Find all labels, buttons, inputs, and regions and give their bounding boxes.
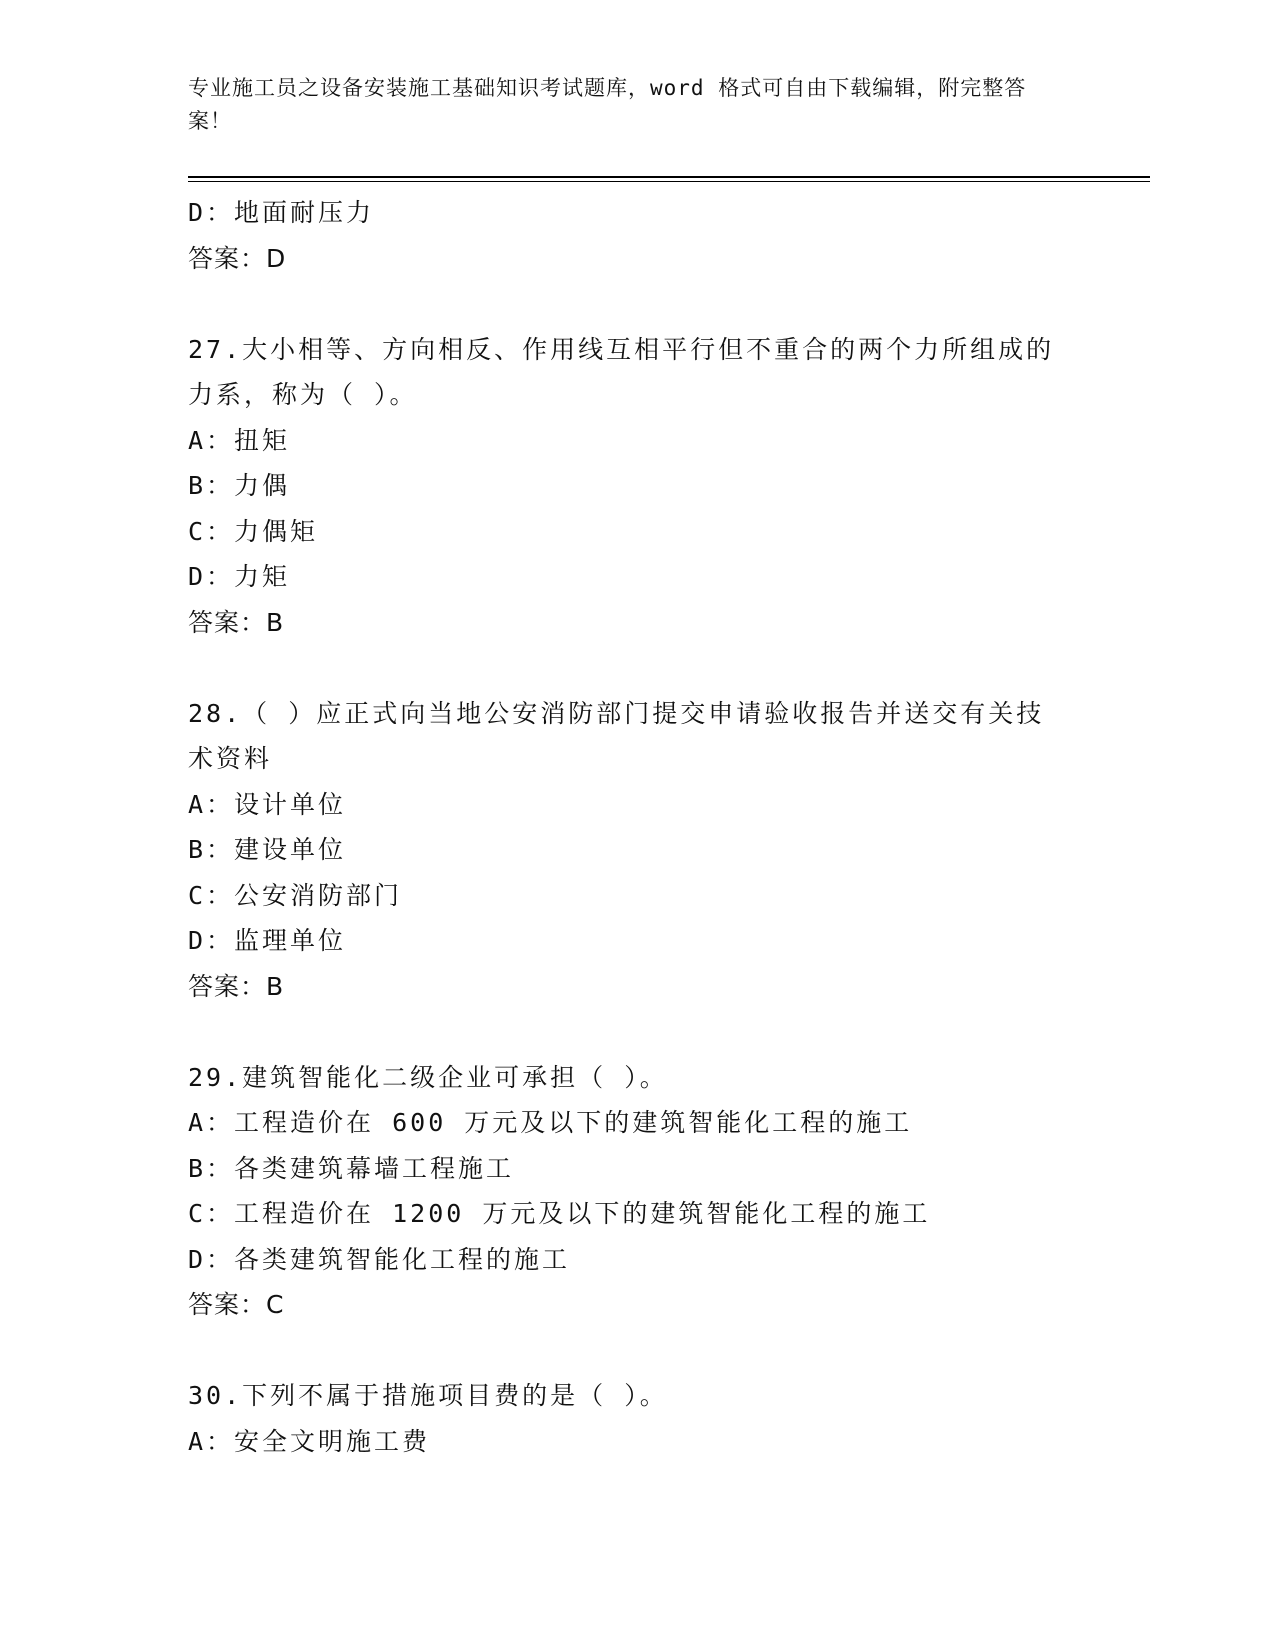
question-27-option-b: B：力偶 bbox=[188, 471, 291, 500]
spacer bbox=[188, 645, 1088, 691]
question-28-stem-cont: 术资料 bbox=[188, 744, 273, 773]
question-30-stem: 30.下列不属于措施项目费的是（ ）。 bbox=[188, 1381, 668, 1410]
question-28-option-a: A：设计单位 bbox=[188, 789, 347, 819]
question-28-option-c: C：公安消防部门 bbox=[188, 880, 403, 910]
header-divider-thin bbox=[188, 181, 1150, 182]
answer-line: 答案：D bbox=[188, 243, 287, 273]
question-27-answer: 答案：B bbox=[188, 607, 285, 637]
spacer bbox=[188, 281, 1088, 327]
question-28-answer: 答案：B bbox=[188, 971, 285, 1001]
question-28-option-b: B：建设单位 bbox=[188, 835, 347, 864]
question-29-option-d: D：各类建筑智能化工程的施工 bbox=[188, 1244, 571, 1274]
question-29-answer: 答案：C bbox=[188, 1290, 285, 1319]
spacer bbox=[188, 1009, 1088, 1055]
question-29-option-c: C：工程造价在 1200 万元及以下的建筑智能化工程的施工 bbox=[188, 1199, 931, 1228]
question-29-stem: 29.建筑智能化二级企业可承担（ ）。 bbox=[188, 1062, 668, 1092]
header-text: 专业施工员之设备安装施工基础知识考试题库，word 格式可自由下载编辑，附完整答案！ bbox=[188, 76, 1027, 133]
question-27-option-d: D：力矩 bbox=[188, 562, 291, 591]
header-divider-thick bbox=[188, 176, 1150, 178]
question-27-stem-cont: 力系，称为（ ）。 bbox=[188, 380, 418, 409]
question-28-stem: 28.（ ）应正式向当地公安消防部门提交申请验收报告并送交有关技 bbox=[188, 698, 1045, 728]
question-27-option-a: A：扭矩 bbox=[188, 425, 291, 455]
question-27-stem: 27.大小相等、方向相反、作用线互相平行但不重合的两个力所组成的 bbox=[188, 334, 1055, 364]
question-28-option-d: D：监理单位 bbox=[188, 926, 347, 955]
question-content bbox=[188, 190, 1088, 1464]
spacer bbox=[188, 1328, 1088, 1374]
question-30-option-a: A：安全文明施工费 bbox=[188, 1426, 431, 1456]
document-header bbox=[188, 72, 1068, 138]
question-29-option-a: A：工程造价在 600 万元及以下的建筑智能化工程的施工 bbox=[188, 1108, 913, 1137]
option-d: D：地面耐压力 bbox=[188, 198, 375, 227]
question-27-option-c: C：力偶矩 bbox=[188, 516, 319, 546]
question-29-option-b: B：各类建筑幕墙工程施工 bbox=[188, 1153, 515, 1183]
